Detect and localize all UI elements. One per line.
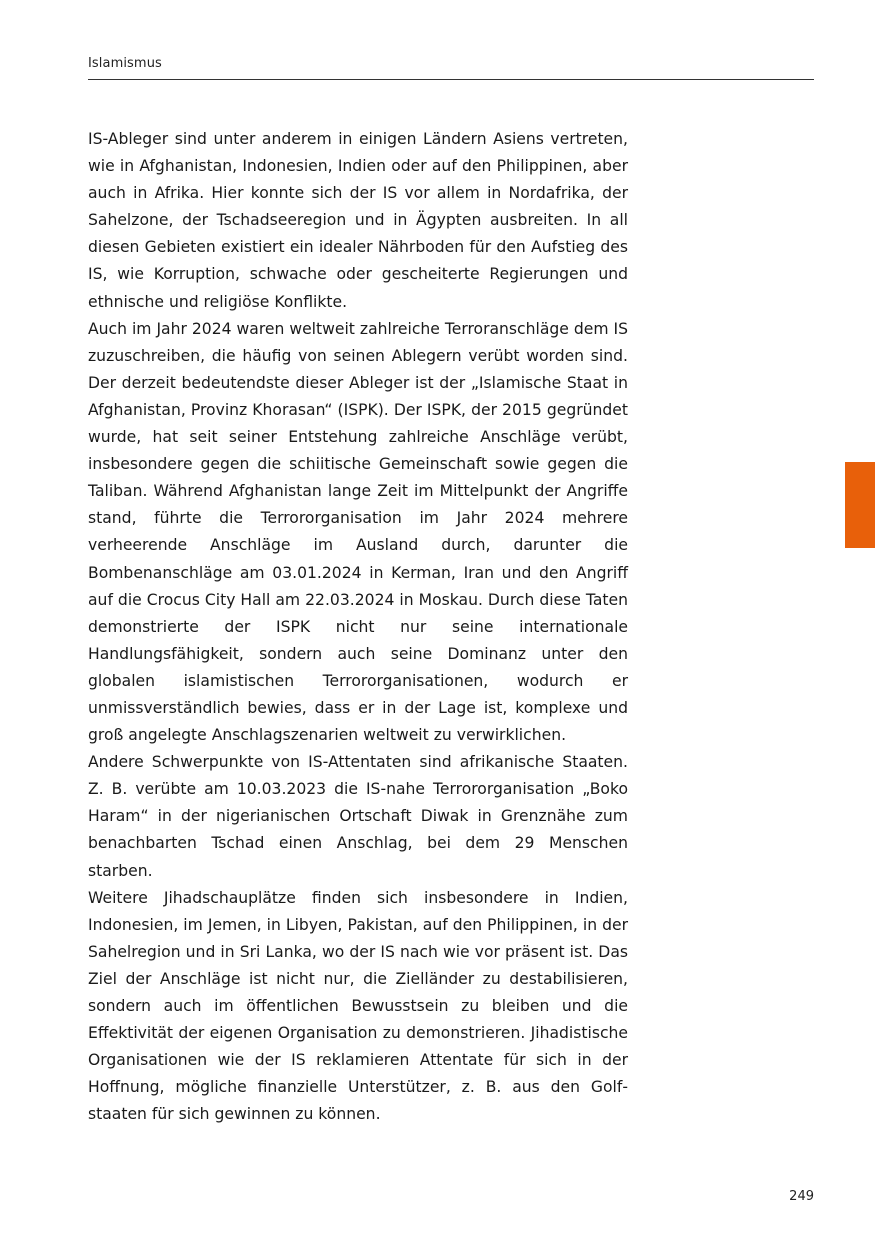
paragraph-1: IS-Ableger sind unter anderem in einigen Ländern Asiens vertreten, wie in Afghanistan, Indonesien, Indien oder auf den Philippinen, aber auch in Afrika. Hier konnte sich der IS vor allem in Nordafrika, der Sahelzone, der Tschadseeregion und in Ägypten ausbreiten. In all diesen Gebieten existiert ein idealer Nährboden für den Aufstieg des IS, wie Korruption, schwache oder gescheiterte Regierungen und ethnische und religiöse Konflikte. <box>88 130 628 311</box>
body-text <box>88 126 628 1128</box>
paragraph-3: Andere Schwerpunkte von IS-Attentaten sind afrikanische Staaten. Z. B. verübte am 10.03.2023 die IS-nahe Terrororganisation „Boko Haram“ in der nigerianischen Ortschaft Diwak in Grenznähe zum benachbarten Tschad einen Anschlag, bei dem 29 Menschen starben. <box>88 753 628 880</box>
paragraph-2: Auch im Jahr 2024 waren weltweit zahlreiche Terroranschläge dem IS zuzuschreiben, die häufig von seinen Ablegern verübt worden sind. Der derzeit bedeutendste dieser Ableger ist der „Islamische Staat in Afghanistan, Provinz Khorasan“ (ISPK). Der ISPK, der 2015 gegründet wurde, hat seit seiner Entstehung zahlreiche Anschläge verübt, insbesondere gegen die schiitische Gemeinschaft sowie gegen die Taliban. Während Afghanistan lange Zeit im Mittelpunkt der Angriffe stand, führte die Terrororganisation im Jahr 2024 mehrere verheerende Anschläge im Ausland durch, darunter die Bombenanschläge am 03.01.2024 in Kerman, Iran und den Angriff auf die Crocus City Hall am 22.03.2024 in Moskau. Durch diese Taten demonstrierte der ISPK nicht nur seine internationale Handlungsfähigkeit, sondern auch seine Dominanz unter den globalen islamistischen Terrororganisationen, wodurch er unmissverständlich bewies, dass er in der Lage ist, komplexe und groß angelegte Anschlagszenarien weltweit zu verwirklichen. <box>88 319 628 745</box>
paragraph-4: Weitere Jihadschauplätze finden sich insbesondere in Indien, Indonesien, im Jemen, in Libyen, Pakistan, auf den Philippinen, in der Sahelregion und in Sri Lanka, wo der IS nach wie vor präsent ist. Das Ziel der Anschläge ist nicht nur, die Zielländer zu destabilisieren, sondern auch im öffentlichen Bewusstsein zu bleiben und die Effektivität der eigenen Organisation zu demonstrieren. Jihadistische Organisationen wie der IS reklamieren Attentate für sich in der Hoffnung, mögliche finanzielle Unterstützer, z. B. aus den Golfstaaten für sich gewinnen zu können. <box>88 888 628 1124</box>
page-number: 249 <box>789 1189 814 1204</box>
header-rule <box>88 79 814 80</box>
running-header: Islamismus <box>88 56 162 71</box>
chapter-side-tab <box>845 462 875 548</box>
